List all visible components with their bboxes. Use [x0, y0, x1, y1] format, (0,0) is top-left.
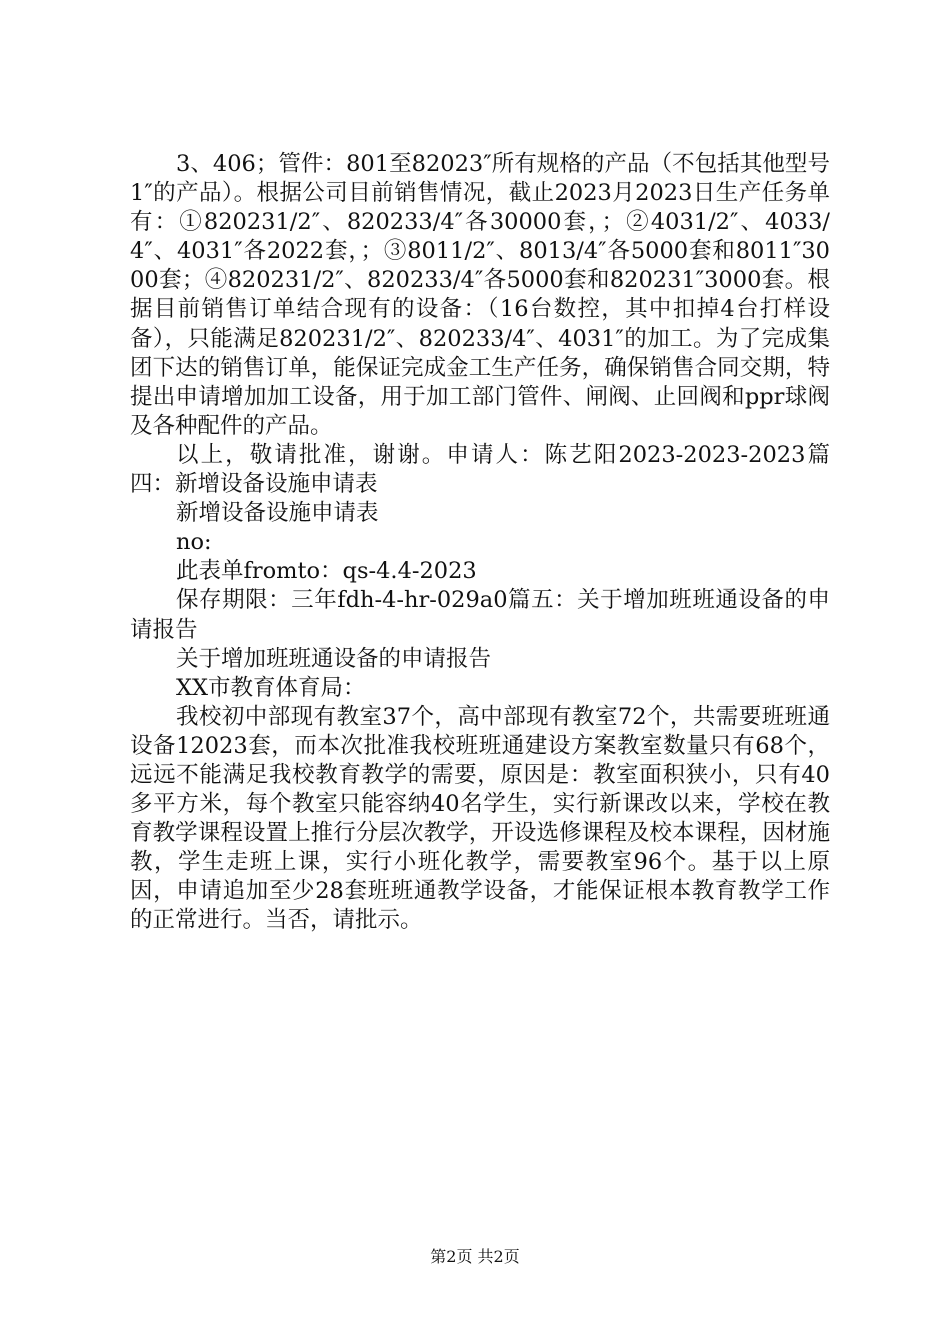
paragraph-approval-request: 以上，敬请批准，谢谢。申请人：陈艺阳2023-2023-2023篇四：新增设备设施申请表	[130, 441, 830, 498]
form-title: 新增设备设施申请表	[176, 500, 379, 527]
paragraph-production-tasks: 3、406；管件：801至82023″所有规格的产品（不包括其他型号1″的产品）。根据公司目前销售情况，截止2023月2023日生产任务单有：①820231/2″、820233/4″各30000套，；②4031/2″、4033/4″、4031″各2022套，；③8011/2″、8013/4″各5000套和8011″3000套；④820231/2″、820233/4″各5000套和820231″3000套。根据目前销售订单结合现有的设备：（16台数控，其中扣掉4台打样设备），只能满足820231/2″、820233/4″、4031″的加工。为了完成集团下达的销售订单，能保证完成金工生产任务，确保销售合同交期，特提出申请增加加工设备，用于加工部门管件、闸阀、止回阀和ppr球阀及各种配件的产品。	[130, 151, 830, 439]
form-number: no:	[176, 529, 212, 556]
retention-period: 保存期限：三年fdh-4-hr-029a0篇五：关于增加班班通设备的申请报告	[130, 587, 830, 643]
form-code: 此表单fromto：qs-4.4-2023	[176, 558, 477, 585]
report-addressee: XX市教育体育局：	[176, 674, 366, 701]
report-title: 关于增加班班通设备的申请报告	[176, 645, 492, 672]
page-number-footer: 第2页 共2页	[430, 1247, 520, 1266]
paragraph-classroom-equipment: 我校初中部现有教室37个，高中部现有教室72个，共需要班班通设备12023套，而本次批准我校班班通建设方案教室数量只有68个，远远不能满足我校教育教学的需要，原因是：教室面积狭小，只有40多平方米，每个教室只能容纳40名学生，实行新课改以来，学校在教育教学课程设置上推行分层次教学，开设选修课程及校本课程，因材施教，学生走班上课，实行小班化教学，需要教室96个。基于以上原因，申请追加至少28套班班通教学设备，才能保证根本教育教学工作的正常进行。当否，请批示。	[130, 703, 830, 934]
document-body	[130, 150, 830, 936]
